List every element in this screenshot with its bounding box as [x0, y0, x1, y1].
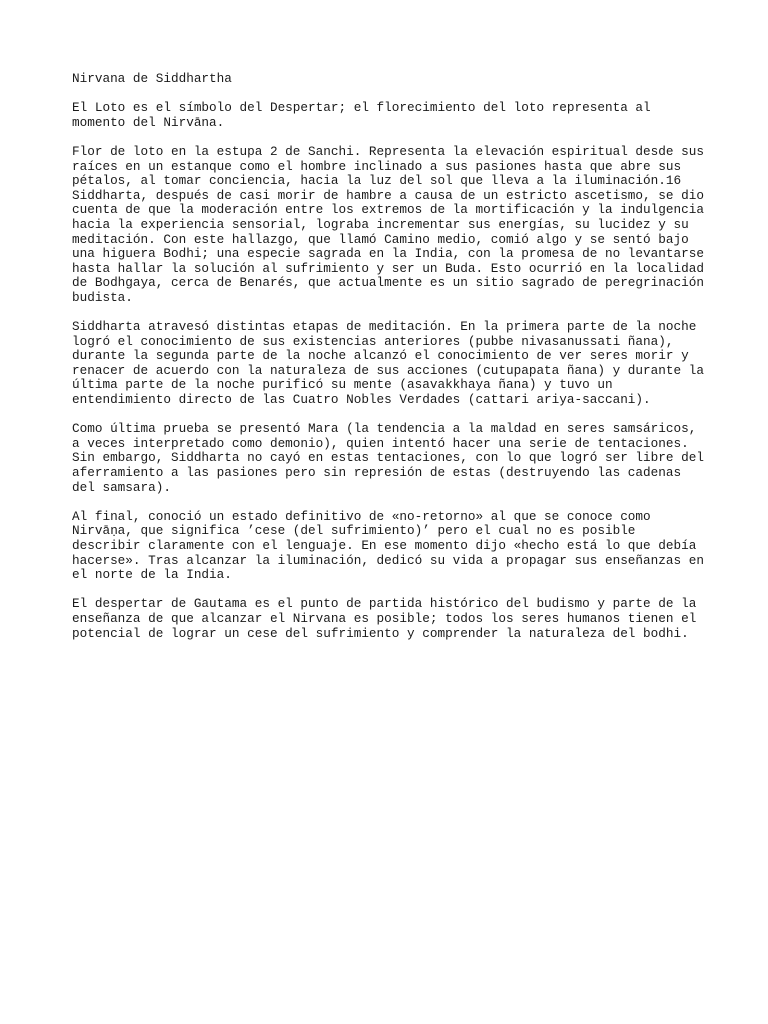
text-line: hacerse». Tras alcanzar la iluminación, dedicó su vida a propagar sus enseñanzas en [72, 552, 704, 568]
text-line: el norte de la India. [72, 567, 232, 583]
text-line: aferramiento a las pasiones pero sin represión de estas (destruyendo las cadenas [72, 465, 682, 481]
text-line: momento del Nirvāna. [72, 114, 225, 130]
text-line: El despertar de Gautama es el punto de partida histórico del budismo y parte de la [72, 596, 697, 612]
paragraph [72, 320, 708, 408]
text-line: Siddharta atravesó distintas etapas de meditación. En la primera parte de la noche [72, 319, 697, 335]
text-line: El Loto es el símbolo del Despertar; el florecimiento del loto representa al [72, 100, 651, 116]
text-line: Como última prueba se presentó Mara (la tendencia a la maldad en seres samsáricos, [72, 421, 697, 437]
document-title: Nirvana de Siddhartha [72, 71, 232, 86]
text-line: hasta hallar la solución al sufrimiento y ser un Buda. Esto ocurrió en la localidad [72, 260, 704, 276]
text-line: potencial de lograr un cese del sufrimiento y comprender la naturaleza del bodhi. [72, 625, 689, 641]
document-body [72, 101, 708, 641]
text-line: cuenta de que la moderación entre los extremos de la mortificación y la indulgencia [72, 202, 704, 218]
text-line: raíces en un estanque como el hombre inclinado a sus pasiones hasta que abre sus [72, 158, 682, 174]
paragraph [72, 101, 708, 130]
text-line: meditación. Con este hallazgo, que llamó Camino medio, comió algo y se sentó bajo [72, 231, 689, 247]
text-line: Nirvāṇa, que significa ’cese (del sufrimiento)’ pero el cual no es posible [72, 523, 636, 539]
text-line: enseñanza de que alcanzar el Nirvana es posible; todos los seres humanos tienen el [72, 610, 697, 626]
text-line: del samsara). [72, 479, 171, 495]
text-line: última parte de la noche purificó su mente (asavakkhaya ñana) y tuvo un [72, 377, 613, 393]
text-line: a veces interpretado como demonio), quien intentó hacer una serie de tentaciones. [72, 435, 689, 451]
text-line: renacer de acuerdo con la naturaleza de sus acciones (cutupapata ñana) y durante la [72, 362, 704, 378]
text-line: pétalos, al tomar conciencia, hacia la luz del sol que lleva a la iluminación.16 [72, 173, 682, 189]
paragraph [72, 145, 708, 306]
text-line: de Bodhgaya, cerca de Benarés, que actualmente es un sitio sagrado de peregrinación [72, 275, 704, 291]
text-line: durante la segunda parte de la noche alcanzó el conocimiento de ver seres morir y [72, 348, 689, 364]
text-line: budista. [72, 289, 133, 305]
text-line: describir claramente con el lenguaje. En ese momento dijo «hecho está lo que debía [72, 538, 697, 553]
text-line: Al final, conoció un estado definitivo de «no-retorno» al que se conoce como [72, 508, 651, 524]
text-line: una higuera Bodhi; una especie sagrada en la India, con la promesa de no levantarse [72, 246, 704, 262]
text-line: entendimiento directo de las Cuatro Nobles Verdades (cattari ariya-saccani). [72, 392, 651, 408]
paragraph [72, 597, 708, 641]
text-line: Sin embargo, Siddharta no cayó en estas tentaciones, con lo que logró ser libre del [72, 450, 704, 466]
text-line: Siddharta, después de casi morir de hambre a causa de un estricto ascetismo, se dio [72, 187, 704, 203]
paragraph [72, 510, 708, 583]
paragraph [72, 422, 708, 495]
text-line: logró el conocimiento de sus existencias anteriores (pubbe nivasanussati ñana), [72, 333, 674, 349]
text-line: Flor de loto en la estupa 2 de Sanchi. Representa la elevación espiritual desde sus [72, 143, 704, 159]
text-line: hacia la experiencia sensorial, lograba incrementar sus energías, su lucidez y su [72, 216, 689, 232]
